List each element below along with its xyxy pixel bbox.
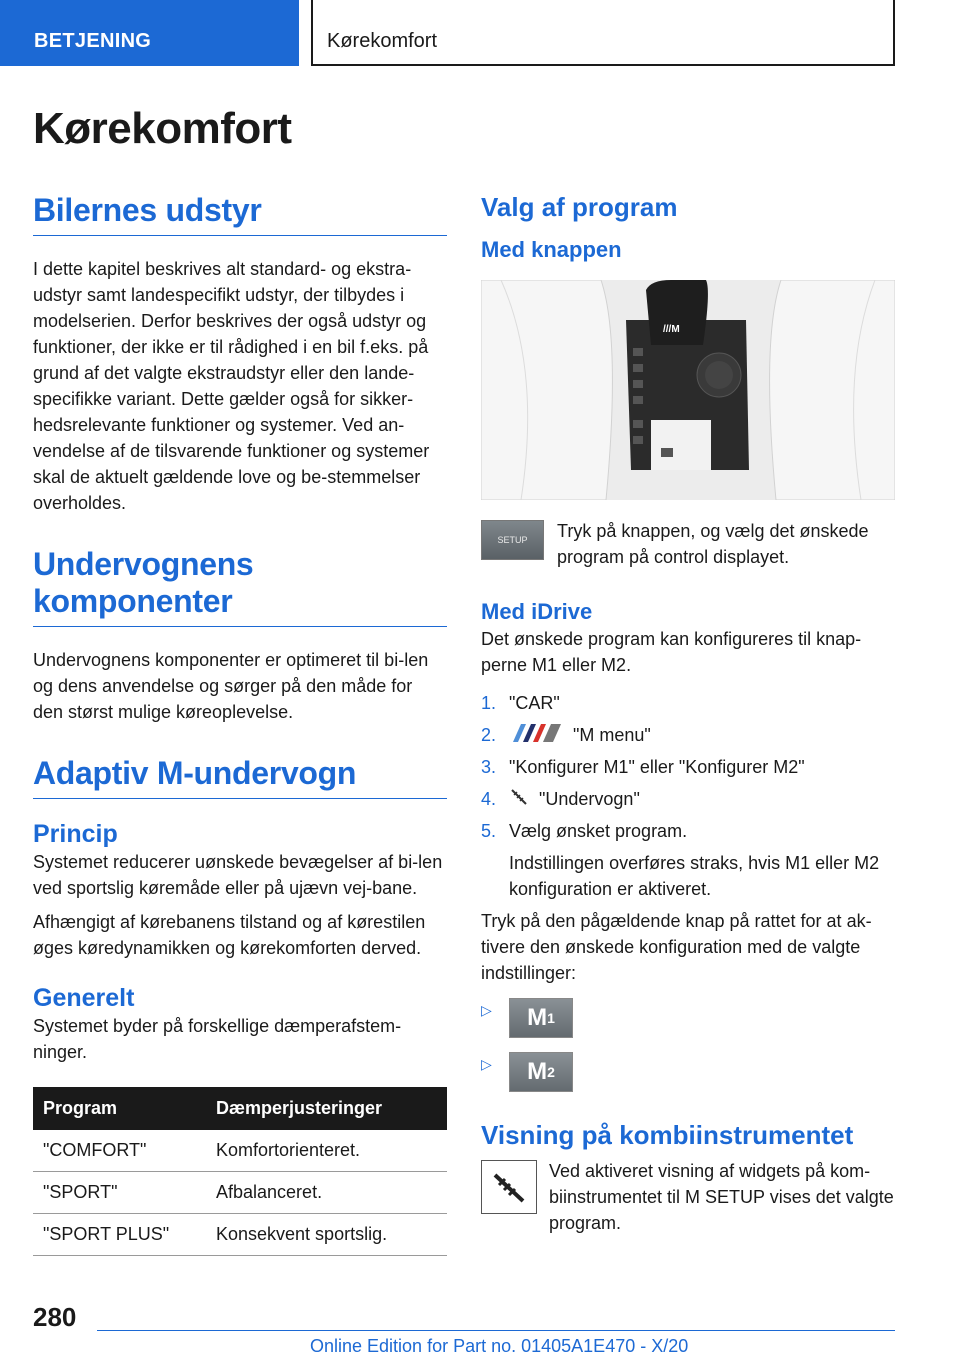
- step-text: "Undervogn": [539, 789, 640, 809]
- page-title: Kørekomfort: [33, 104, 292, 153]
- paragraph-udstyr: I dette kapitel beskrives alt standard- og ekstra-udstyr samt landespecifikt udstyr, der tilbydes i modelserien. Derfor beskrives der også udstyr og funktioner, der ikke er til rådighed i en bil f.eks. på grund af det valgte ekstraudstyr eller den lande-specifikke variant. Dette gælder også for sikker-hedsrelevante funktioner og systemer. Ved an-vendelse af de tilsvarende funktioner og systemer skal de aktuelt gældende love og be-stemmelser overholdes.: [33, 259, 430, 513]
- kombi-row: [481, 1158, 895, 1236]
- page-number: 280: [33, 1302, 77, 1332]
- table-row: [33, 1172, 447, 1214]
- chapter-tab: Kørekomfort: [311, 0, 895, 66]
- idrive-steps: [481, 690, 895, 844]
- step-number: 4.: [481, 789, 497, 809]
- list-item: [481, 722, 895, 748]
- heading-undervognens: Undervognens komponenter: [33, 546, 254, 619]
- step-text: "Konfigurer M1" eller "Konfigurer M2": [509, 757, 805, 777]
- table-cell: Afbalanceret.: [206, 1172, 447, 1214]
- step-number: 5.: [481, 821, 497, 841]
- section-heading-udstyr: [33, 192, 447, 236]
- step-number: 2.: [481, 725, 497, 745]
- table-cell: Konsekvent sportslig.: [206, 1214, 447, 1256]
- m2-button-icon: M 2: [509, 1052, 573, 1092]
- table-header: Dæmperjusteringer: [206, 1087, 447, 1130]
- table-cell: "SPORT PLUS": [33, 1214, 206, 1256]
- table-cell: "COMFORT": [33, 1130, 206, 1172]
- table-row: [33, 1214, 447, 1256]
- heading-bilernes-udstyr: Bilernes udstyr: [33, 192, 262, 228]
- paragraph-komponenter: Undervognens komponenter er optimeret til bi-len og dens anvendelse og sørger på den måde for den størst mulige køreoplevelse.: [33, 650, 429, 722]
- paragraph-generelt: Systemet byder på forskellige dæmperafstem-ninger.: [33, 1016, 402, 1062]
- table-cell: "SPORT": [33, 1172, 206, 1214]
- m1-button-icon: M 1: [509, 998, 573, 1038]
- step-number: 3.: [481, 757, 497, 777]
- section-heading-komponenter: [33, 546, 447, 627]
- right-column: [481, 192, 895, 1236]
- heading-princip: Princip: [33, 820, 118, 848]
- heading-visning-kombi: Visning på kombiinstrumentet: [481, 1120, 854, 1150]
- console-illustration: [481, 280, 895, 500]
- triangle-bullet-icon: ▷: [481, 1056, 492, 1072]
- setup-row: [481, 518, 895, 570]
- table-header-row: [33, 1087, 447, 1130]
- paragraph-tryk: Tryk på den pågældende knap på rattet for at ak-tivere den ønskede konfiguration med de valgte indstillinger:: [481, 911, 872, 983]
- suspension-icon: [481, 1160, 537, 1214]
- kombi-instruction: Ved aktiveret visning af widgets på kom-biinstrumentet til M SETUP vises det valgte program.: [549, 1161, 894, 1233]
- footer-edition: Online Edition for Part no. 01405A1E470 - X/20: [310, 1336, 689, 1356]
- heading-med-knappen: Med knappen: [481, 237, 622, 262]
- suspension-icon: [509, 786, 529, 808]
- bullet-m1: [481, 998, 895, 1038]
- setup-button-icon: SETUP: [481, 520, 544, 560]
- svg-text:///M: ///M: [663, 324, 680, 335]
- step5-note: Indstillingen overføres straks, hvis M1 eller M2 konfiguration er aktiveret.: [509, 853, 880, 899]
- left-column: [33, 192, 447, 1256]
- center-console-photo: [481, 280, 895, 500]
- table-cell: Komfortorienteret.: [206, 1130, 447, 1172]
- m-logo-icon: [509, 722, 563, 744]
- triangle-bullet-icon: ▷: [481, 1002, 492, 1018]
- heading-generelt: Generelt: [33, 984, 135, 1012]
- table-header: Program: [33, 1087, 206, 1130]
- list-item: [481, 754, 895, 780]
- setup-instruction: Tryk på knappen, og vælg det ønskede program på control displayet.: [557, 521, 869, 567]
- step-number: 1.: [481, 693, 497, 713]
- heading-adaptiv-m-undervogn: Adaptiv M-undervogn: [33, 755, 357, 791]
- heading-med-idrive: Med iDrive: [481, 599, 593, 624]
- paragraph-princip-2: Afhængigt af kørebanens tilstand og af kørestilen øges køredynamikken og kørekomforten derved.: [33, 912, 426, 958]
- list-item: [481, 786, 895, 812]
- heading-valg-af-program: Valg af program: [481, 192, 678, 222]
- table-row: [33, 1130, 447, 1172]
- paragraph-princip-1: Systemet reducerer uønskede bevægelser af bi-len ved sportslig køremåde eller på ujævn vej-bane.: [33, 852, 443, 898]
- list-item: [481, 818, 895, 844]
- step-text: "CAR": [509, 693, 560, 713]
- footer-divider: [97, 1330, 895, 1331]
- list-item: [481, 690, 895, 716]
- step-text: Vælg ønsket program.: [509, 821, 688, 841]
- section-tab: BETJENING: [0, 0, 299, 66]
- step-text: "M menu": [573, 725, 651, 745]
- section-heading-adaptiv: [33, 755, 447, 799]
- damper-table: [33, 1087, 447, 1256]
- paragraph-idrive: Det ønskede program kan konfigureres til knap-perne M1 eller M2.: [481, 629, 862, 675]
- bullet-m2: [481, 1052, 895, 1092]
